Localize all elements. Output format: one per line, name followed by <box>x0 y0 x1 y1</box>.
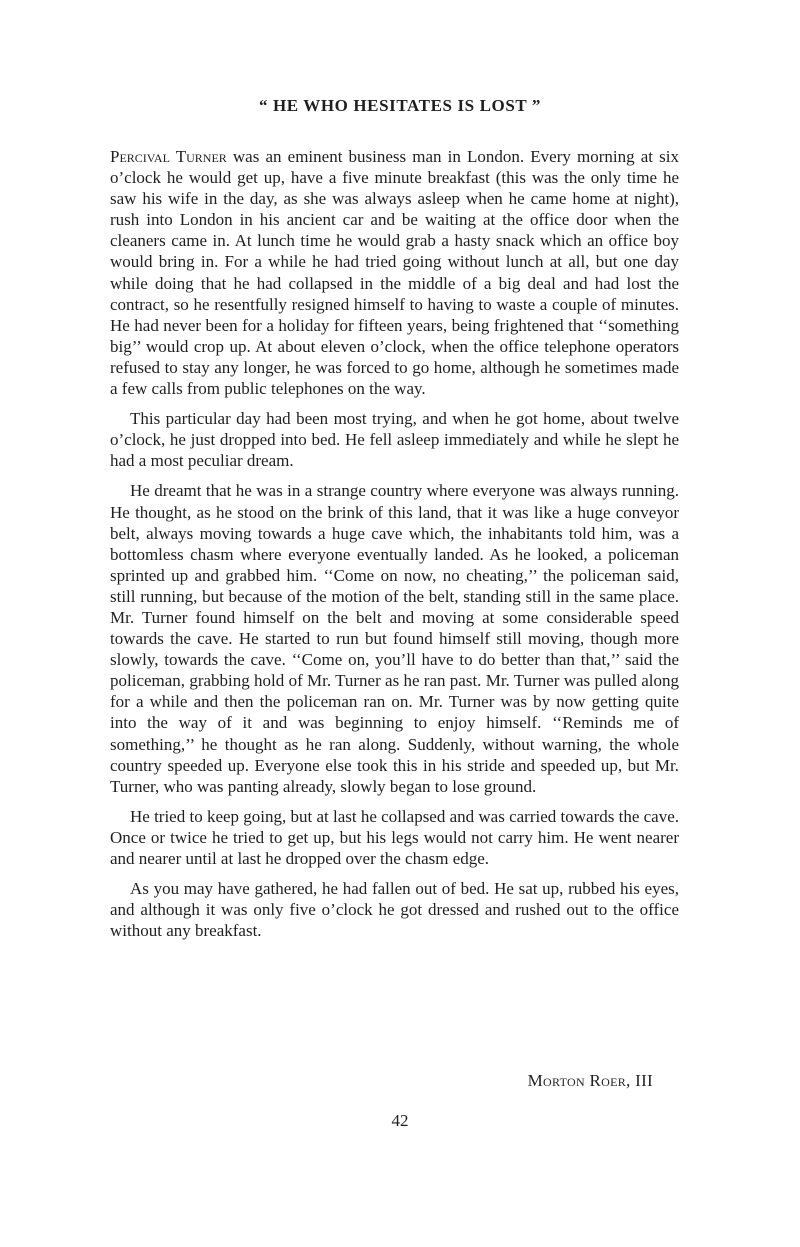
paragraph-1-text: was an eminent business man in London. Every morning at six o’clock he would get up, have a five minute breakfast (this was the only time he saw his wife in the day, as she was always asleep when he came home at night), rush into London in his ancient car and be waiting at the office door when the cleaners came in. At lunch time he would grab a hasty snack which an office boy would bring in. For a while he had tried going without lunch at all, but one day while doing that he had collapsed in the middle of a big deal and had lost the contract, so he resentfully resigned himself to having to waste a couple of minutes. He had never been for a holiday for fifteen years, being frightened that ‘‘something big’’ would crop up. At about eleven o’clock, when the office telephone operators refused to stay any longer, he was forced to go home, although he sometimes made a few calls from public telephones on the way. <box>110 147 679 399</box>
paragraph-3: He dreamt that he was in a strange country where everyone was always running. He thought, as he stood on the brink of this land, that it was like a huge conveyor belt, always moving towards a huge cave which, the inhabitants told him, was a bottomless chasm where everyone eventually landed. As he looked, a policeman sprinted up and grabbed him. ‘‘Come on now, no cheating,’’ the policeman said, still running, but because of the motion of the belt, standing still in the same place. Mr. Turner found himself on the belt and moving at some considerable speed towards the cave. He started to run but found himself still moving, though more slowly, towards the cave. ‘‘Come on, you’ll have to do better than that,’’ said the policeman, grabbing hold of Mr. Turner as he ran past. Mr. Turner was pulled along for a while and then the policeman ran on. Mr. Turner was by now getting quite into the way of it and was beginning to enjoy himself. ‘‘Reminds me of something,’’ he thought as he ran along. Suddenly, without warning, the whole country speeded up. Everyone else took this in his stride and speeded up, but Mr. Turner, who was panting already, slowly began to lose ground. <box>110 481 679 796</box>
author-signature: Morton Roer, III <box>527 1071 653 1090</box>
story-title: “ HE WHO HESITATES IS LOST ” <box>259 96 541 115</box>
story-body <box>110 146 679 950</box>
character-name-lead: Percival Turner <box>110 147 227 166</box>
paragraph-5: As you may have gathered, he had fallen out of bed. He sat up, rubbed his eyes, and although it was only five o’clock he got dressed and rushed out to the office without any breakfast. <box>110 879 679 941</box>
paragraph-4: He tried to keep going, but at last he collapsed and was carried towards the cave. Once or twice he tried to get up, but his legs would not carry him. He went nearer and nearer until at last he dropped over the chasm edge. <box>110 806 679 868</box>
paragraph-2: This particular day had been most trying, and when he got home, about twelve o’clock, he just dropped into bed. He fell asleep immediately and while he slept he had a most peculiar dream. <box>110 409 679 471</box>
page-number: 42 <box>391 1111 409 1130</box>
paragraph-1 <box>110 146 679 399</box>
